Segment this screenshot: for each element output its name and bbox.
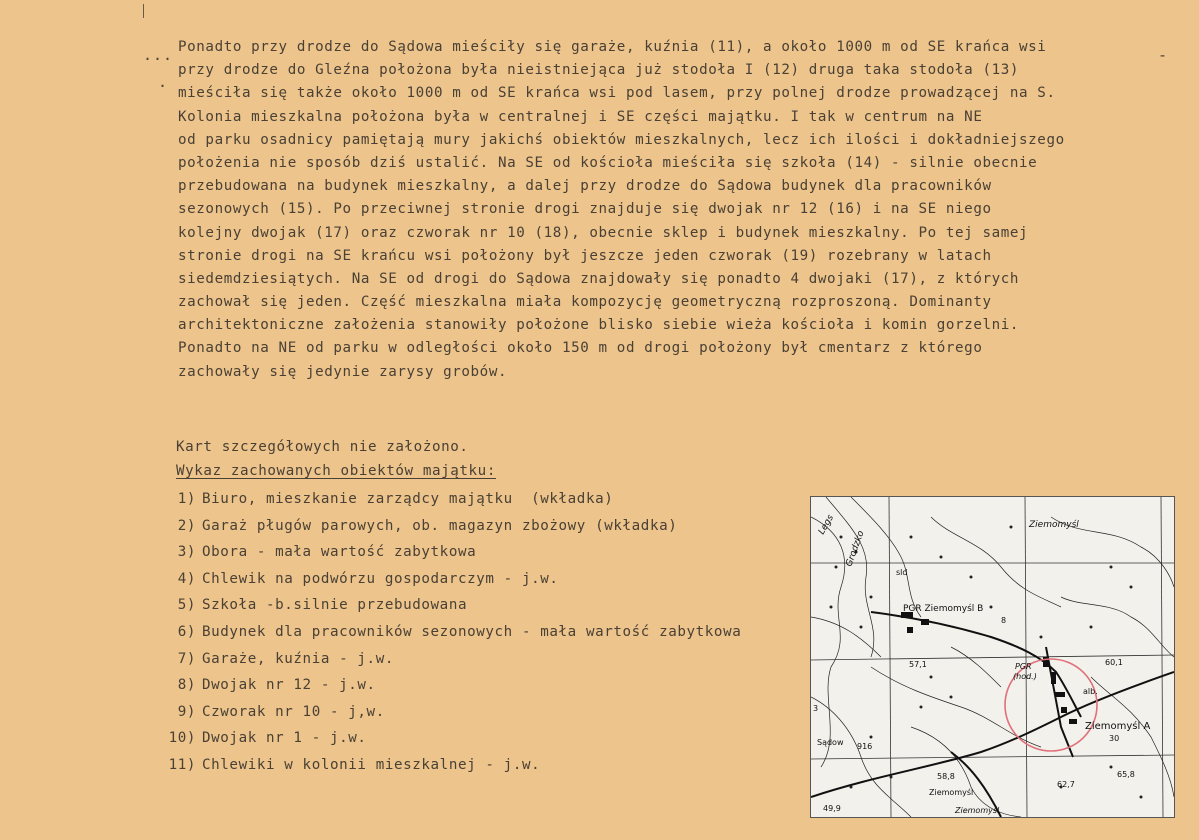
list-item bbox=[156, 539, 741, 566]
item-text: Czworak nr 10 - j,w. bbox=[202, 703, 385, 720]
list-item bbox=[156, 619, 741, 646]
item-text: Dwojak nr 1 - j.w. bbox=[202, 730, 367, 747]
location-map bbox=[810, 496, 1175, 818]
list-item bbox=[156, 672, 741, 699]
paragraph-line: od parku osadnicy pamiętają mury jakichś obiektów mieszkalnych, lecz ich ilości i dokładniejszego bbox=[178, 131, 1065, 148]
map-label: 49,9 bbox=[823, 804, 841, 813]
list-item bbox=[156, 486, 741, 513]
map-label: alb. bbox=[1083, 687, 1098, 696]
item-text: Chlewiki w kolonii mieszkalnej - j.w. bbox=[202, 756, 541, 773]
map-label: Ziemomyśl A bbox=[1085, 721, 1151, 732]
map-label: 58,8 bbox=[937, 772, 955, 781]
map-label: sld bbox=[896, 568, 908, 577]
objects-list bbox=[156, 486, 741, 779]
map-label: 8 bbox=[1001, 616, 1007, 625]
item-number: 2) bbox=[177, 517, 196, 534]
margin-dot: . bbox=[158, 73, 168, 91]
item-number: 9) bbox=[177, 703, 196, 720]
item-number: 5) bbox=[177, 597, 196, 614]
item-number: 3) bbox=[177, 544, 196, 561]
list-item bbox=[156, 513, 741, 540]
paragraph-line: architektoniczne założenia stanowiły położone blisko siebie wieża kościoła i komin gorzelni. bbox=[178, 317, 1020, 334]
item-number: 6) bbox=[177, 623, 196, 640]
map-label: Sądow bbox=[817, 738, 844, 747]
paragraph-line: Ponadto na NE od parku w odległości około 150 m od drogi położony był cmentarz z którego bbox=[178, 340, 983, 357]
map-terrain bbox=[811, 497, 1174, 817]
map-label: 30 bbox=[1109, 734, 1120, 743]
map-label: PGR bbox=[1015, 662, 1032, 671]
paragraph-line: położenia nie sposób dziś ustalić. Na SE od kościoła mieściła się szkoła (14) - silnie obecnie bbox=[178, 154, 1038, 171]
map-label: PGR Ziemomyśl B bbox=[903, 604, 984, 614]
item-text: Budynek dla pracowników sezonowych - mała wartość zabytkowa bbox=[202, 623, 742, 640]
list-title: Wykaz zachowanych obiektów majątku: bbox=[176, 463, 496, 479]
item-number: 7) bbox=[177, 650, 196, 667]
item-text: Dwojak nr 12 - j.w. bbox=[202, 677, 376, 694]
map-label: 62,7 bbox=[1057, 780, 1075, 789]
item-number: 8) bbox=[177, 677, 196, 694]
item-text: Garaż pługów parowych, ob. magazyn zbożowy (wkładka) bbox=[202, 517, 678, 534]
map-label: 65,8 bbox=[1117, 770, 1135, 779]
map-label: Ziemomyśl bbox=[1029, 520, 1079, 530]
item-text: Chlewik na podwórzu gospodarczym - j.w. bbox=[202, 570, 559, 587]
list-item bbox=[156, 752, 741, 779]
map-label: 57,1 bbox=[909, 660, 927, 669]
item-text: Biuro, mieszkanie zarządcy majątku (wkładka) bbox=[202, 491, 614, 507]
line-end-dash: - bbox=[1158, 46, 1168, 64]
map-grid bbox=[811, 497, 1174, 817]
item-number: 4) bbox=[177, 570, 196, 587]
map-dots bbox=[830, 526, 1143, 799]
map-drawing bbox=[811, 497, 1174, 817]
note-text: Kart szczegółowych nie założono. bbox=[176, 439, 469, 455]
paragraph-line: Kolonia mieszkalna położona była w centralnej i SE części majątku. I tak w centrum na NE bbox=[178, 108, 983, 125]
paragraph-line: mieściła się także około 1000 m od SE krańca wsi pod lasem, przy polnej drodze prowadzącej na S. bbox=[178, 85, 1056, 102]
paragraph-line: przebudowana na budynek mieszkalny, a dalej przy drodze do Sądowa budynek dla pracowników bbox=[178, 178, 992, 195]
list-item bbox=[156, 725, 741, 752]
item-text: Obora - mała wartość zabytkowa bbox=[202, 544, 477, 561]
list-item bbox=[156, 699, 741, 726]
item-number: 1) bbox=[177, 491, 196, 507]
paragraph-line: stronie drogi na SE krańcu wsi położony był jeszcze jeden czworak (19) rozebrany w latach bbox=[178, 247, 992, 264]
continuation-marker: ... bbox=[143, 46, 174, 64]
map-label: (hod.) bbox=[1013, 672, 1037, 681]
item-number: 10) bbox=[168, 730, 196, 747]
paragraph-line: zachował się jeden. Część mieszkalna miała kompozycję geometryczną rozproszoną. Dominanty bbox=[178, 294, 992, 311]
paragraph-line: siedemdziesiątych. Na SE od drogi do Sądowa znajdowały się ponadto 4 dwojaki (17), z których bbox=[178, 270, 1020, 287]
map-label: Ziemomyśl bbox=[929, 788, 974, 797]
item-text: Garaże, kuźnia - j.w. bbox=[202, 650, 394, 667]
body-paragraph bbox=[178, 36, 1065, 384]
map-label: Grodzko bbox=[844, 529, 867, 569]
map-label: 916 bbox=[857, 742, 873, 751]
paragraph-line: przy drodze do Gleźna położona była nieistniejąca już stodoła I (12) druga taka stodoła (13) bbox=[178, 62, 1020, 79]
item-text: Szkoła -b.silnie przebudowana bbox=[202, 597, 468, 614]
item-number: 11) bbox=[168, 756, 196, 773]
paragraph-line: zachowały się jedynie zarysy grobów. bbox=[178, 363, 508, 380]
list-item bbox=[156, 592, 741, 619]
map-label: 60,1 bbox=[1105, 658, 1123, 667]
map-label: 3 bbox=[813, 704, 819, 713]
list-item bbox=[156, 646, 741, 673]
paragraph-line: kolejny dwojak (17) oraz czworak nr 10 (18), obecnie sklep i budynek mieszkalny. Po tej samej bbox=[178, 224, 1029, 241]
paragraph-line: sezonowych (15). Po przeciwnej stronie drogi znajduje się dwojak nr 12 (16) i na SE niego bbox=[178, 201, 992, 218]
paragraph-line: Ponadto przy drodze do Sądowa mieściły się garaże, kuźnia (11), a około 1000 m od SE krańca wsi bbox=[178, 39, 1047, 55]
margin-mark bbox=[143, 4, 144, 18]
map-label: Ziemomyśl bbox=[955, 806, 1000, 815]
map-label: Legs bbox=[816, 513, 837, 537]
list-item bbox=[156, 566, 741, 593]
map-labels bbox=[813, 513, 1150, 815]
